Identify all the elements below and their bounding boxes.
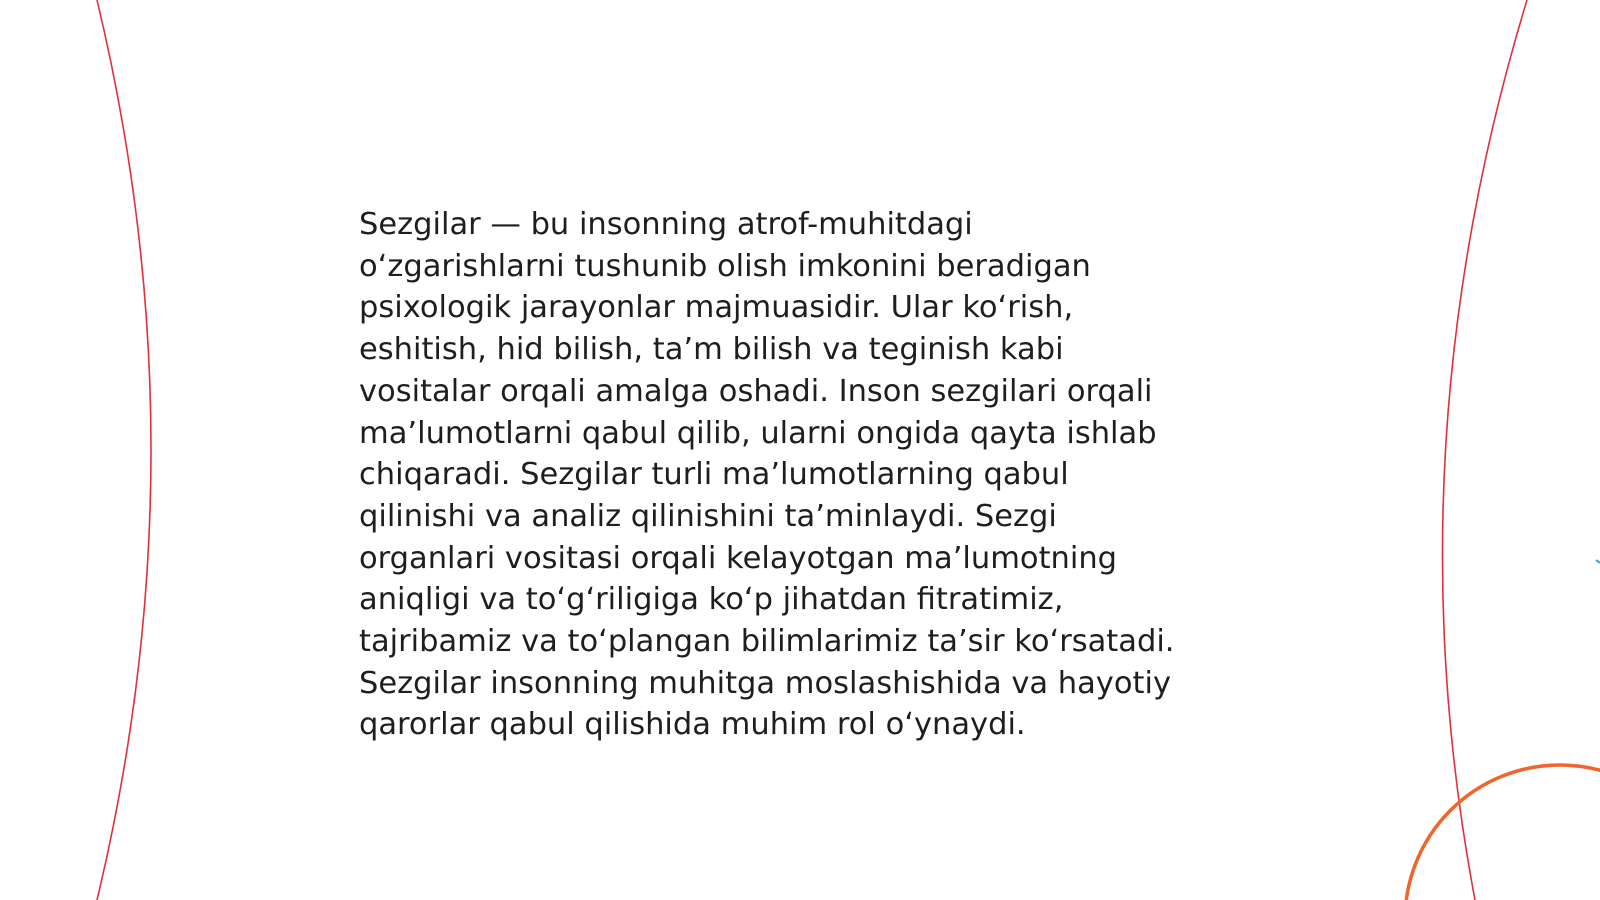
paragraph-line: Sezgilar — bu insonning atrof-muhitdagi [359,207,973,242]
paragraph-line: psixologik jarayonlar majmuasidir. Ular ko‘rish, [359,290,1074,326]
paragraph-line: ma’lumotlarni qabul qilib, ularni ongida qayta ishlab [359,415,1157,451]
paragraph-line: Sezgilar insonning muhitga moslashishida va hayotiy [359,665,1172,701]
left-arc-line [97,0,151,900]
paragraph-line: eshitish, hid bilish, ta’m bilish va teginish kabi [359,332,1064,368]
paragraph-line: organlari vositasi orqali kelayotgan ma’lumotning [359,540,1118,576]
paragraph-line: vositalar orqali amalga oshadi. Inson sezgilari orqali [359,373,1153,409]
body-paragraph [359,204,1259,746]
orange-circle-shape [1405,765,1600,900]
right-arc-line [1442,0,1527,900]
paragraph-line: qilinishi va analiz qilinishini ta’minlaydi. Sezgi [359,498,1057,534]
paragraph-line: o‘zgarishlarni tushunib olish imkonini beradigan [359,248,1091,284]
paragraph-line: qarorlar qabul qilishida muhim rol o‘ynaydi. [359,707,1026,743]
paragraph-line: aniqligi va to‘g‘riligiga ko‘p jihatdan fitratimiz, [359,582,1064,618]
paragraph-line: tajribamiz va to‘plangan bilimlarimiz ta’sir ko‘rsatadi. [359,624,1175,660]
blue-accent-mark [1596,560,1600,563]
paragraph-line: chiqaradi. Sezgilar turli ma’lumotlarning qabul [359,457,1069,493]
